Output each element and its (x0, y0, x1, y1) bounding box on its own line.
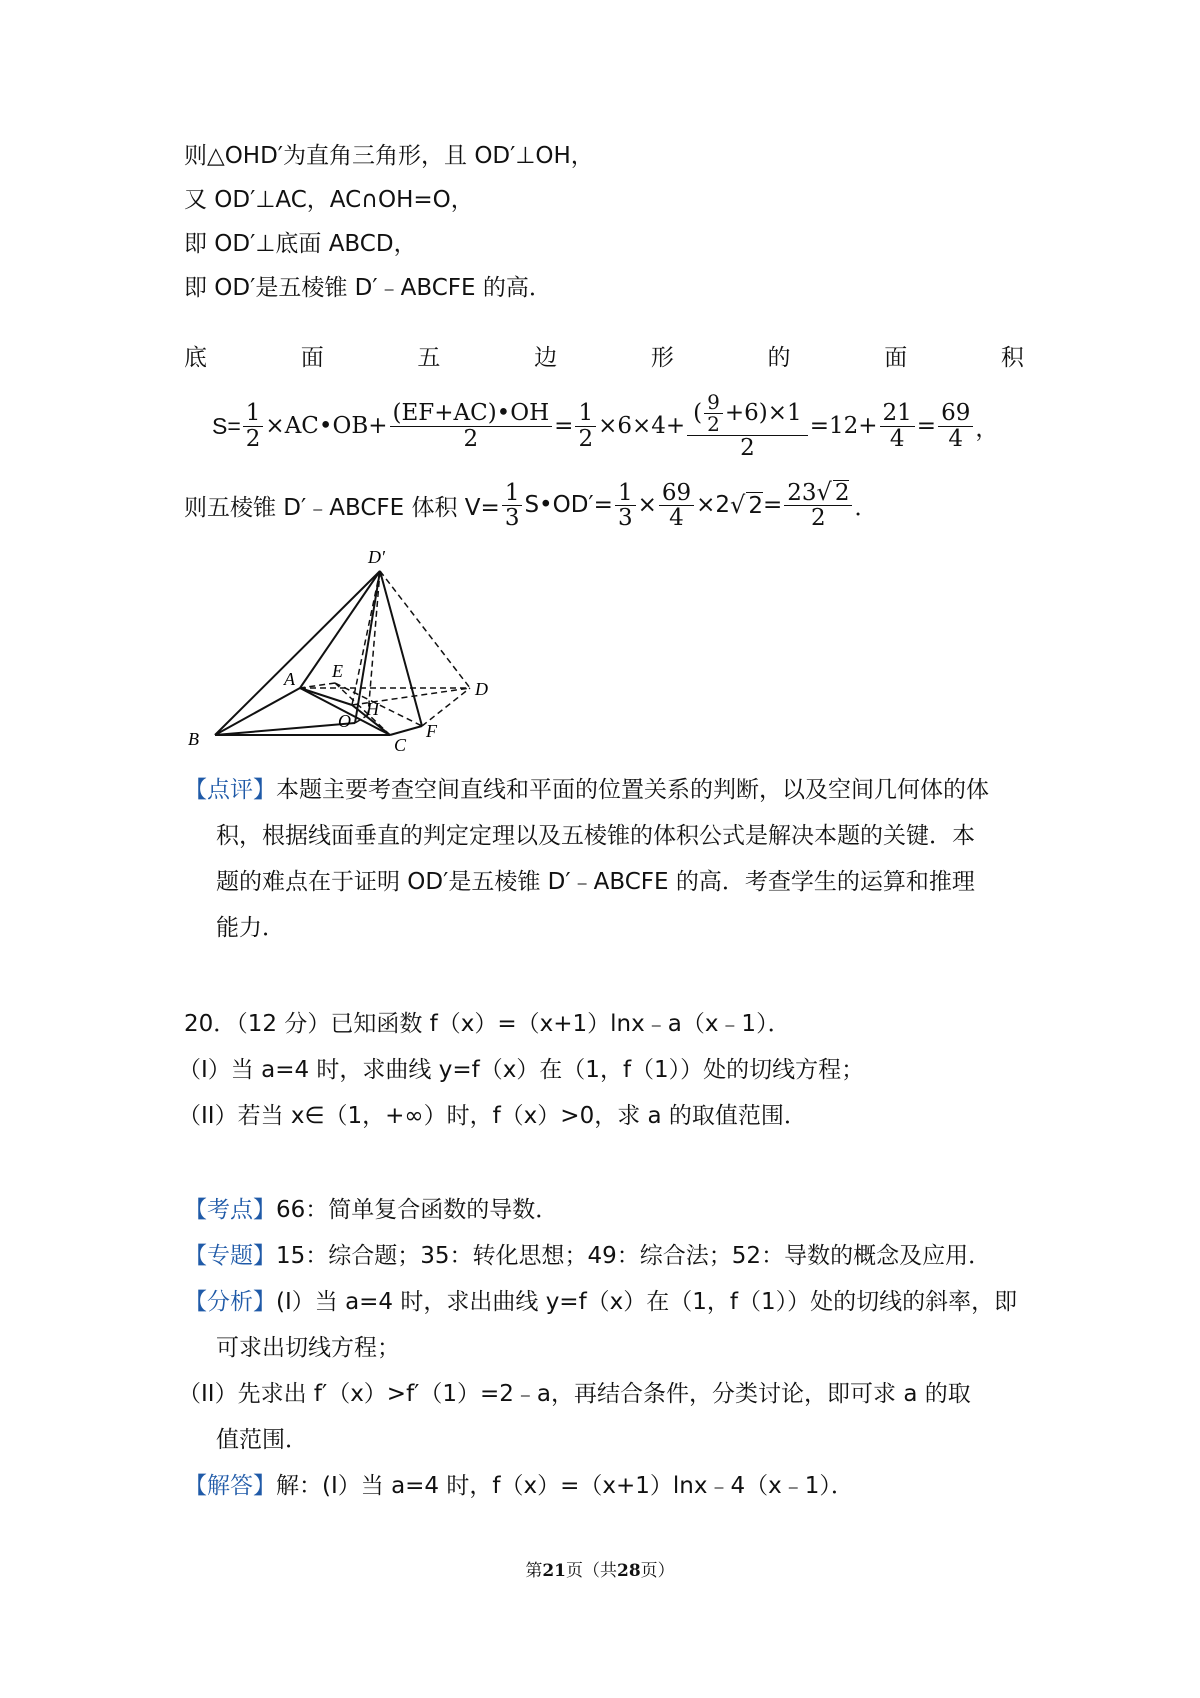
page-footer: 第21页（共28页） (525, 1561, 675, 1581)
spread-char: 五 (417, 345, 441, 371)
fenxi-line: 值范围． (216, 1427, 308, 1453)
fraction: 23 √ 2 2 (784, 480, 852, 530)
spread-line (184, 342, 1024, 374)
spread-char: 的 (767, 345, 791, 371)
formula-text: S•OD′= (524, 492, 613, 519)
formula-text: ×2 (696, 492, 731, 519)
formula-text: ×AC•OB+ (265, 413, 388, 440)
comment-line: 能力． (216, 915, 285, 941)
formula-text: S= (212, 412, 241, 439)
spread-char: 形 (650, 345, 674, 371)
fenxi-line: 【分析】(I）当 a=4 时，求出曲线 y=f（x）在（1，f（1））处的切线的斜率，即 (184, 1289, 1018, 1315)
fraction: $\frac{(EF+AC)•OH}{2}$ (390, 401, 553, 450)
comment-line: 题的难点在于证明 OD′是五棱锥 D′﹣ABCFE 的高．考查学生的运算和推理 (216, 869, 975, 895)
fraction: ( $\frac{9}{2}$ +6)×1 2 (687, 392, 808, 460)
comment-tag: 【点评】 (184, 777, 276, 803)
spread-char: 面 (884, 345, 908, 371)
formula-text: = (762, 492, 783, 519)
spread-char: 面 (300, 345, 324, 371)
kaodian-tag: 【考点】 (184, 1197, 276, 1223)
spread-char: 底 (184, 345, 207, 371)
formula-text: = (554, 413, 574, 440)
formula-text: = (916, 413, 937, 440)
spread-char: 边 (534, 345, 558, 371)
fraction: $\frac{1}{3}$ (615, 481, 636, 530)
label-C: C (394, 735, 407, 755)
formula-text: =12+ (809, 413, 878, 440)
fraction: $\frac{21}{4}$ (880, 401, 915, 450)
fraction: $\frac{1}{3}$ (502, 481, 523, 530)
fraction: $\frac{1}{2}$ (243, 401, 264, 450)
text-line: 则△OHD′为直角三角形，且 OD′⊥OH， (184, 143, 594, 169)
jieda-tag: 【解答】 (184, 1473, 276, 1499)
page-number: 21 (542, 1561, 566, 1581)
problem-part: （II）若当 x∈（1，+∞）时，f（x）>0，求 a 的取值范围． (178, 1103, 807, 1129)
comment-line: 【点评】本题主要考查空间直线和平面的位置关系的判断，以及空间几何体的体 (184, 777, 989, 803)
spread-char: 积 (1000, 345, 1024, 371)
label-D: D (475, 679, 488, 699)
text-line: 即 OD′是五棱锥 D′﹣ABCFE 的高． (184, 275, 552, 301)
pyramid-figure (180, 545, 520, 765)
formula-text: 则五棱锥 D′﹣ABCFE 体积 V= (184, 494, 500, 521)
fenxi-line: 可求出切线方程； (216, 1335, 400, 1361)
label-A: A (284, 669, 295, 689)
sqrt-sign: √ (730, 491, 746, 520)
formula-text: ， (975, 415, 999, 442)
problem-part: （I）当 a=4 时，求曲线 y=f（x）在（1，f（1））处的切线方程； (178, 1057, 865, 1083)
zhuanti-tag: 【专题】 (184, 1243, 276, 1269)
fenxi-line: （II）先求出 f′（x）>f′（1）=2﹣a，再结合条件，分类讨论，即可求 a 的取 (178, 1381, 971, 1407)
comment-line: 积，根据线面垂直的判定定理以及五棱锥的体积公式是解决本题的关键．本 (216, 823, 975, 849)
formula-text: ×6×4+ (598, 413, 686, 440)
zhuanti-line: 【专题】15：综合题；35：转化思想；49：综合法；52：导数的概念及应用． (184, 1243, 992, 1269)
fraction: $\frac{69}{4}$ (659, 481, 694, 530)
label-Dprime: D′ (368, 547, 385, 567)
label-H: H (366, 699, 379, 719)
formula-text: × (637, 492, 657, 519)
label-E: E (332, 661, 343, 681)
fraction: $\frac{69}{4}$ (938, 401, 973, 450)
volume-formula (184, 480, 877, 530)
fenxi-tag: 【分析】 (184, 1289, 276, 1315)
page-total: 28 (617, 1561, 641, 1581)
text-line: 即 OD′⊥底面 ABCD， (184, 231, 417, 257)
area-formula (212, 392, 998, 460)
sqrt-value: 2 (748, 492, 763, 519)
label-F: F (426, 721, 437, 741)
kaodian-line: 【考点】66：简单复合函数的导数． (184, 1197, 559, 1223)
formula-text: ． (854, 494, 878, 521)
label-B: B (188, 729, 199, 749)
fraction: $\frac{1}{2}$ (575, 401, 596, 450)
label-O: O (338, 711, 351, 731)
jieda-line: 【解答】解：(I）当 a=4 时，f（x）=（x+1）lnx﹣4（x﹣1）． (184, 1473, 854, 1499)
problem-title: 20．（12 分）已知函数 f（x）=（x+1）lnx﹣a（x﹣1）． (184, 1011, 791, 1037)
text-line: 又 OD′⊥AC，AC∩OH=O， (184, 187, 474, 213)
